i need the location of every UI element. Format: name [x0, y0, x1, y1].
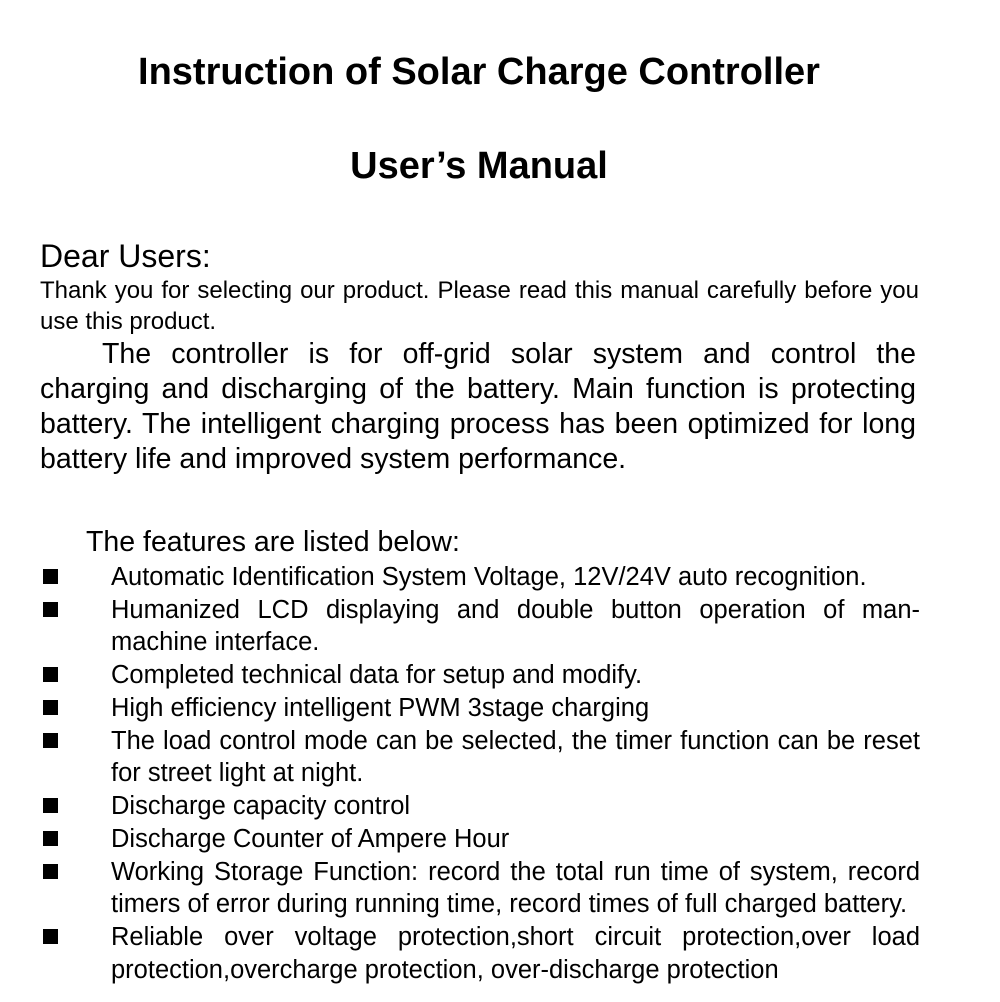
feature-text: High efficiency intelligent PWM 3stage charging [111, 693, 650, 722]
feature-text: Working Storage Function: record the total run time of system, record timers of error during running time, record times of full charged battery. [111, 857, 920, 919]
square-bullet-icon [43, 733, 58, 748]
feature-item [40, 823, 920, 856]
feature-text: The load control mode can be selected, the timer function can be reset for street light at night. [111, 726, 920, 788]
feature-item [40, 790, 920, 823]
feature-item [40, 561, 920, 594]
feature-list [40, 561, 920, 986]
square-bullet-icon [43, 831, 58, 846]
square-bullet-icon [43, 700, 58, 715]
square-bullet-icon [43, 798, 58, 813]
feature-text: Discharge Counter of Ampere Hour [111, 824, 510, 853]
feature-item [40, 921, 920, 986]
feature-item [40, 659, 920, 692]
square-bullet-icon [43, 602, 58, 617]
square-bullet-icon [43, 667, 58, 682]
square-bullet-icon [43, 569, 58, 584]
document-subtitle: User’s Manual [350, 145, 608, 187]
feature-text: Humanized LCD displaying and double button operation of man-machine interface. [111, 595, 920, 657]
document-title: Instruction of Solar Charge Controller [138, 51, 820, 93]
intro-paragraph: Thank you for selecting our product. Please read this manual carefully before you use this product. [40, 277, 919, 335]
feature-text: Discharge capacity control [111, 792, 411, 821]
feature-text: Completed technical data for setup and modify. [111, 661, 643, 690]
feature-text: Reliable over voltage protection,short circuit protection,over load protection,overcharge protection, over-discharge protection [111, 923, 920, 984]
square-bullet-icon [43, 864, 58, 879]
feature-item [40, 594, 920, 659]
feature-item [40, 725, 920, 790]
features-heading: The features are listed below: [86, 526, 460, 558]
feature-text: Automatic Identification System Voltage, 12V/24V auto recognition. [111, 563, 867, 591]
feature-item [40, 856, 920, 921]
description-paragraph: The controller is for off-grid solar system and control the charging and discharging of the battery. Main function is protecting battery. The intelligent charging process has been optimized for long battery life and improved system performance. [40, 338, 916, 475]
square-bullet-icon [43, 929, 58, 944]
feature-item [40, 692, 920, 725]
greeting: Dear Users: [40, 238, 211, 274]
